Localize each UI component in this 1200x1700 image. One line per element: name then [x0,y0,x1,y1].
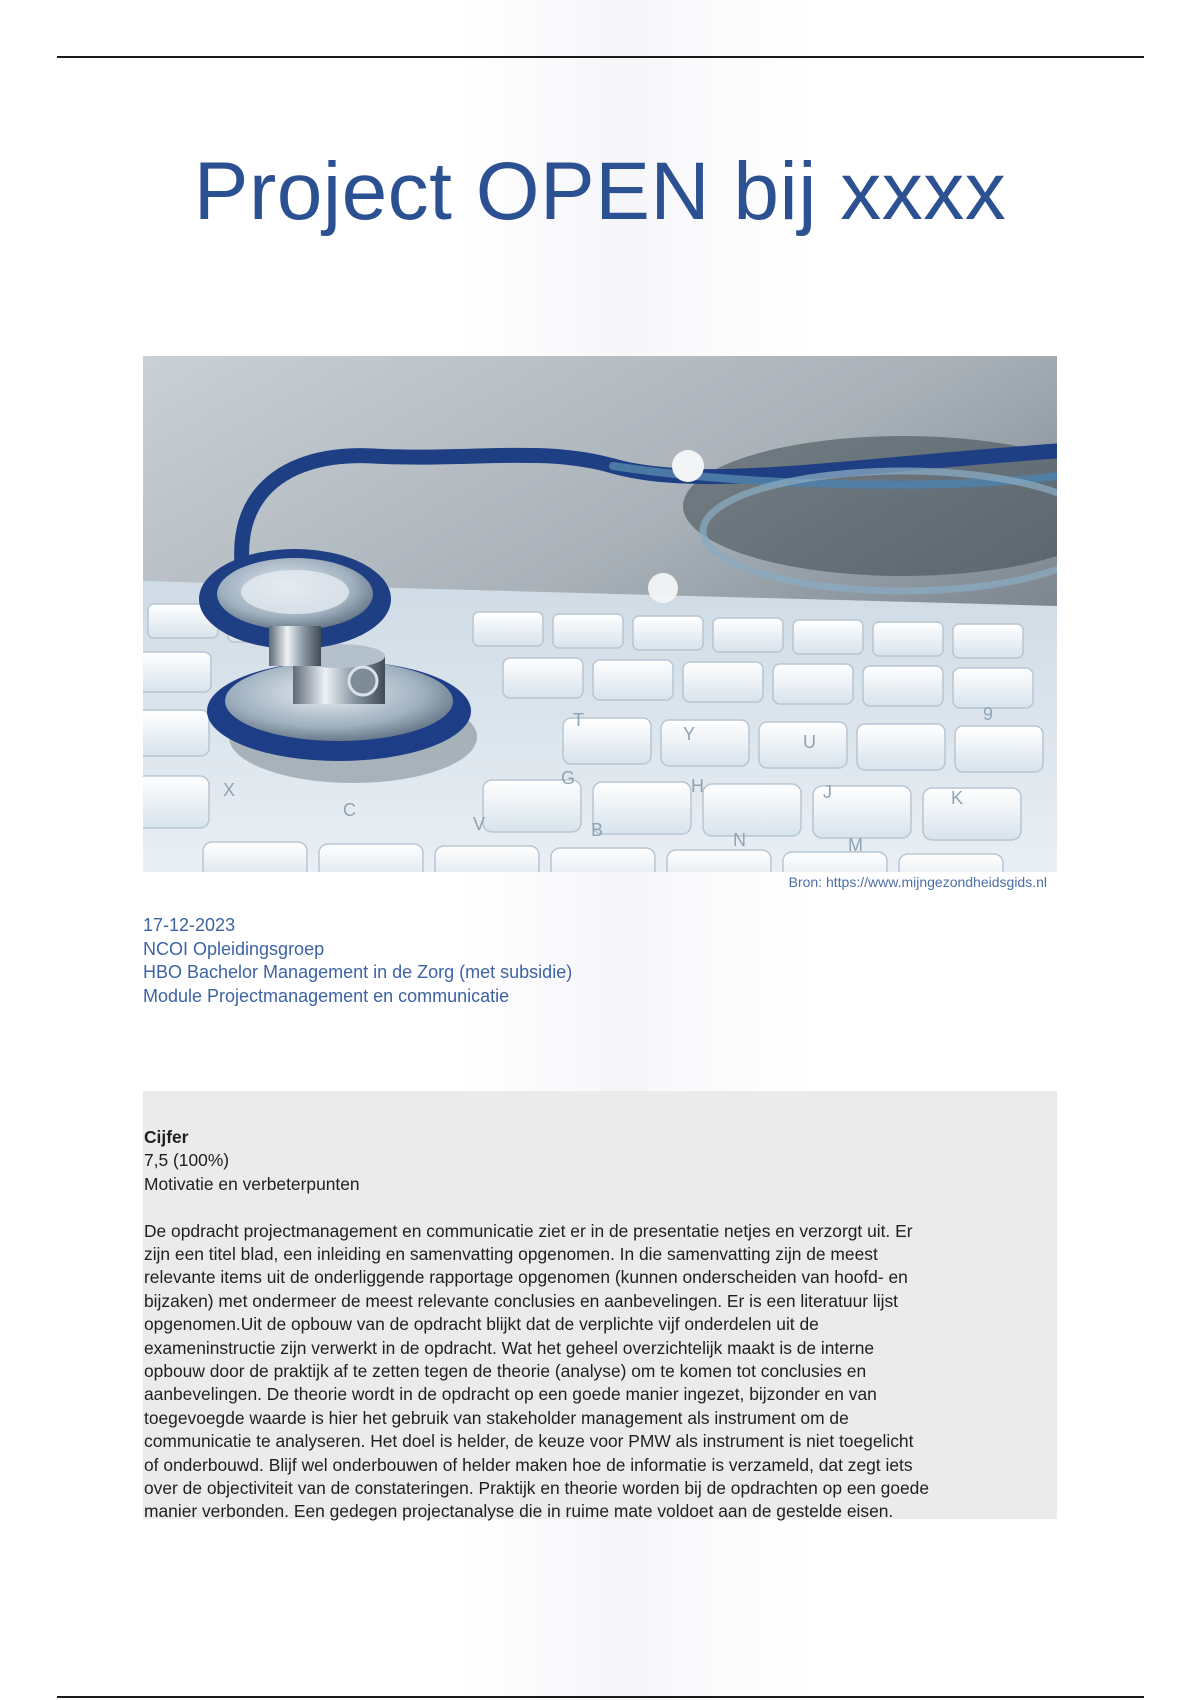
grade-value: 7,5 (100%) [144,1150,230,1171]
grade-label: Cijfer [144,1127,189,1147]
feedback-line: aanbevelingen. De theorie wordt in de opdracht op een goede manier ingezet, bijzonder en van [144,1384,877,1405]
feedback-line: manier verbonden. Een gedegen projectanalyse die in ruime mate voldoet aan de gestelde eisen. [144,1501,894,1522]
feedback-line: communicatie te analyseren. Het doel is helder, de keuze voor PMW als instrument is niet toegelicht [144,1431,914,1452]
document-organization: NCOI Opleidingsgroep [143,938,325,959]
svg-text:G: G [561,768,576,788]
document-meta [143,914,843,1008]
svg-text:V: V [473,814,486,834]
svg-text:H: H [691,776,704,796]
feedback-line: of onderbouwd. Blijf wel onderbouwen of helder maken hoe de informatie is verzameld, dat zegt iets [144,1454,913,1475]
feedback-line: relevante items uit de onderliggende rapportage opgenomen (kunnen onderscheiden van hoofd- en [144,1267,908,1288]
feedback-line: opbouw door de praktijk af te zetten tegen de theorie (analyse) om te komen tot conclusies en [144,1361,867,1382]
svg-text:T: T [573,710,584,730]
document-date: 17-12-2023 [143,915,236,935]
svg-text:9: 9 [983,704,994,724]
feedback-text [144,1220,1056,1524]
feedback-line: bijzaken) met ondermeer de meest relevante conclusies en aanbevelingen. Er is een literatuur lijst [144,1290,898,1311]
svg-text:J: J [823,782,832,802]
feedback-line: toegevoegde waarde is hier het gebruik van stakeholder management als instrument om de [144,1407,849,1428]
motivation-heading: Motivatie en verbeterpunten [144,1173,360,1194]
feedback-line: over de objectiviteit van de constateringen. Praktijk en theorie worden bij de opdrachten op een goede [144,1478,930,1499]
svg-text:U: U [803,732,816,752]
svg-text:B: B [591,820,604,840]
cover-image-stethoscope-keyboard [143,356,1057,872]
top-rule [57,56,1144,58]
svg-text:M: M [848,835,863,855]
document-title: Project OPEN bij xxxx [193,146,1007,237]
feedback-line: exameninstructie zijn verwerkt in de opdracht. Wat het geheel overzichtelijk maakt is de interne [144,1337,875,1358]
feedback-line: opgenomen.Uit de opbouw van de opdracht blijkt dat de verplichte vijf onderdelen uit de [144,1314,819,1335]
svg-text:C: C [343,800,356,820]
feedback-line: De opdracht projectmanagement en communicatie ziet er in de presentatie netjes en verzorgt uit. Er [144,1220,913,1241]
document-module: Module Projectmanagement en communicatie [143,985,510,1006]
document-program: HBO Bachelor Management in de Zorg (met subsidie) [143,962,573,982]
image-source-caption: Bron: https://www.mijngezondheidsgids.nl [788,874,1047,890]
bottom-rule [57,1696,1144,1698]
grade-section [143,1091,1057,1522]
svg-text:Y: Y [683,724,696,744]
svg-text:N: N [733,830,746,850]
feedback-line: zijn een titel blad, een inleiding en samenvatting opgenomen. In die samenvatting zijn de meest [144,1244,878,1265]
svg-text:K: K [951,788,964,808]
svg-text:X: X [223,780,236,800]
